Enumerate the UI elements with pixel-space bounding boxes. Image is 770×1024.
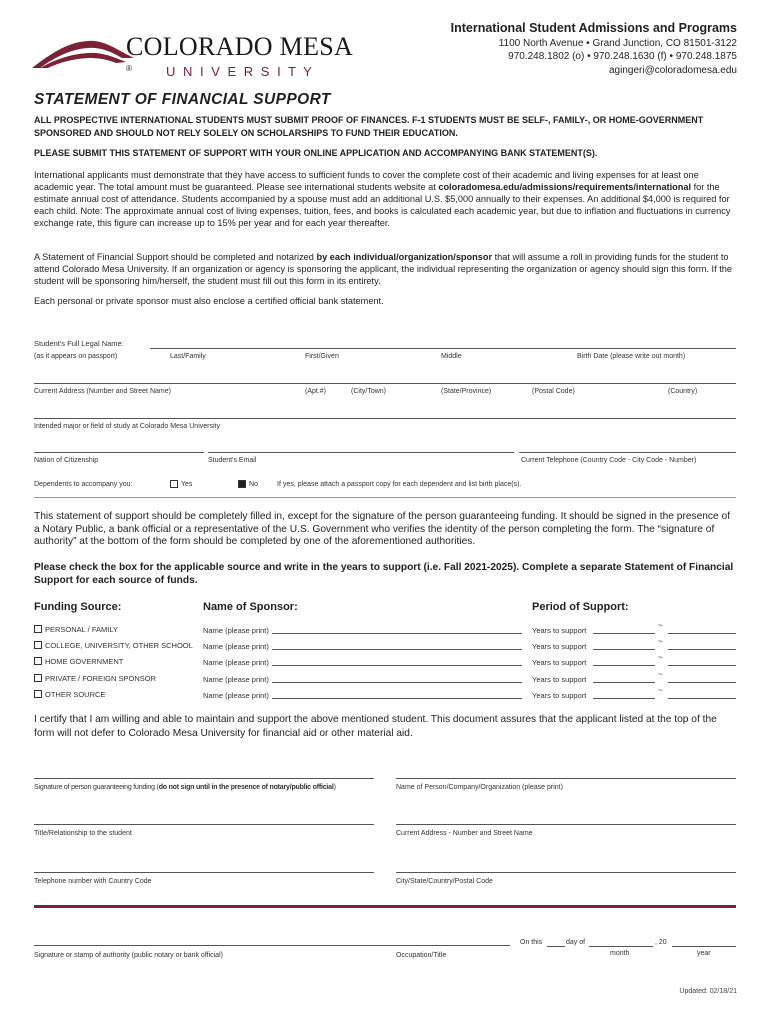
sponsor-name-header: Name of Sponsor: xyxy=(203,601,298,613)
years-hint: Years to support xyxy=(532,691,587,700)
occupation-label: Occupation/Title xyxy=(396,952,447,959)
source-checkbox-home-government[interactable] xyxy=(34,657,42,665)
nation-label: Nation of Citizenship xyxy=(34,457,99,464)
years-hint: Years to support xyxy=(532,675,587,684)
source-checkbox-college[interactable] xyxy=(34,641,42,649)
month-label: month xyxy=(610,950,630,957)
authority-signature-label: Signature or stamp of authority (public notary or bank official) xyxy=(34,952,223,959)
year-label: year xyxy=(697,950,711,957)
years-separator: ~ xyxy=(658,670,663,679)
years-from-line[interactable] xyxy=(593,633,655,634)
sponsor-name-hint: Name (please print) xyxy=(203,658,269,667)
student-name-label: Student's Full Legal Name: xyxy=(34,339,124,348)
title-relationship-line[interactable] xyxy=(34,824,374,825)
years-hint: Years to support xyxy=(532,626,587,635)
dependents-yes-checkbox[interactable] xyxy=(170,480,178,488)
sponsor-name-line[interactable] xyxy=(272,649,522,650)
years-separator: ~ xyxy=(658,637,663,646)
logo-registered-mark: ® xyxy=(126,64,132,73)
source-checkbox-other[interactable] xyxy=(34,690,42,698)
page-title: STATEMENT OF FINANCIAL SUPPORT xyxy=(34,91,331,108)
sponsor-name-hint: Name (please print) xyxy=(203,675,269,684)
country-label: (Country) xyxy=(668,388,698,395)
years-separator: ~ xyxy=(658,686,663,695)
paragraph-check-box-instructions: Please check the box for the applicable source and write in the years to support (i.e. Fall 2021-2025). Complete a separate Statement of Financial Support for each source of funds. xyxy=(34,562,734,586)
year-line[interactable] xyxy=(672,946,736,947)
source-label-personal: PERSONAL / FAMILY xyxy=(45,625,118,634)
years-from-line[interactable] xyxy=(593,682,655,683)
source-label-college: COLLEGE, UNIVERSITY, OTHER SCHOOL xyxy=(45,641,193,650)
telephone-label: Current Telephone (Country Code - City Code - Number) xyxy=(521,457,697,464)
paragraph-cost-requirements: International applicants must demonstrate that they have access to sufficient funds to cover the complete cost of their academic and living expenses for at least one academic year. The total amount must be guaranteed. Please see international students website at coloradomesa.edu/admissions/requirements/international for the estimate annual cost of attendance. Students accompanied by a spouse must add an additional U.S. $5,000 annually to their expenses. An additional $4,000 is required for each child. Note: The approximate annual cost of living expenses, tuition, fees, and books is calculated each academic year, but due to inflation and fluctuations in currency exchange rate, this figure can increase up to 15% per year and for each year thereafter. xyxy=(34,170,731,228)
address-line[interactable] xyxy=(34,383,736,384)
source-label-home-government: HOME GOVERNMENT xyxy=(45,657,124,666)
years-to-line[interactable] xyxy=(668,698,736,699)
city-label: (City/Town) xyxy=(351,388,387,395)
month-line[interactable] xyxy=(589,946,653,947)
source-checkbox-personal[interactable] xyxy=(34,625,42,633)
divider xyxy=(34,497,736,498)
updated-date: Updated: 02/18/21 xyxy=(679,988,737,995)
sponsor-telephone-label: Telephone number with Country Code xyxy=(34,878,152,885)
last-name-label: Last/Family xyxy=(170,353,206,360)
sponsor-name-line[interactable] xyxy=(272,633,522,634)
major-line[interactable] xyxy=(34,418,736,419)
birth-date-label: Birth Date (please write out month) xyxy=(577,353,686,360)
dependents-label: Dependents to accompany you: xyxy=(34,481,133,488)
years-to-line[interactable] xyxy=(668,665,736,666)
paragraph-bank-statement: Each personal or private sponsor must also enclose a certified official bank statement. xyxy=(34,296,384,306)
years-to-line[interactable] xyxy=(668,682,736,683)
international-requirements-link[interactable]: coloradomesa.edu/admissions/requirements/international xyxy=(438,181,692,192)
first-name-label: First/Given xyxy=(305,353,339,360)
years-separator: ~ xyxy=(658,621,663,630)
middle-name-label: Middle xyxy=(441,353,462,360)
on-this-label: On this xyxy=(520,939,543,946)
logo-name: COLORADO MESA xyxy=(126,32,354,61)
dependents-yes-label: Yes xyxy=(181,481,193,488)
passport-note: If yes, please attach a passport copy for each dependent and list birth place(s). xyxy=(277,481,522,488)
years-from-line[interactable] xyxy=(593,665,655,666)
paragraph-notary-instructions: This statement of support should be completely filled in, except for the signature of the person guaranteeing funding. It should be signed in the presence of a Notary Public, a bank official or a representative of the U.S. Government who verifies the identity of the person completing the form. The “signature of authority” at the bottom of the form should be completed by one of the aforementioned authorities. xyxy=(34,511,731,548)
years-from-line[interactable] xyxy=(593,698,655,699)
comma-twenty-label: , 20 xyxy=(655,939,667,946)
current-address-line[interactable] xyxy=(396,824,736,825)
sponsor-telephone-line[interactable] xyxy=(34,872,374,873)
university-logo xyxy=(30,28,380,82)
student-name-line[interactable] xyxy=(150,348,736,349)
years-hint: Years to support xyxy=(532,658,587,667)
source-checkbox-private-sponsor[interactable] xyxy=(34,674,42,682)
day-line[interactable] xyxy=(547,946,565,947)
city-state-line[interactable] xyxy=(396,872,736,873)
paragraph-notarized: A Statement of Financial Support should be completed and notarized by each individual/organization/sponsor that will assume a roll in providing funds for the student to attend Colorado Mesa University. If an organization or agency is sponsoring the applicant, the individual representing the organization or agency should sign this form. If the student will be sponsoring him/herself, the student must fill out this form in its entirety. xyxy=(34,252,732,286)
major-label: Intended major or field of study at Colorado Mesa University xyxy=(34,423,220,430)
mesa-logo-icon xyxy=(30,32,134,72)
notice-proof-of-finances: ALL PROSPECTIVE INTERNATIONAL STUDENTS MUST SUBMIT PROOF OF FINANCES. F-1 STUDENTS MUST BE SELF-, FAMILY-, OR HOME-GOVERNMENT SPONSORED AND SHOULD NOT RELY SOLELY ON SCHOLARSHIPS TO FUND THEIR EDUCATION. xyxy=(34,115,704,138)
sponsor-org-name-line[interactable] xyxy=(396,778,736,779)
student-email-label: Student's Email xyxy=(208,457,257,464)
sponsor-name-hint: Name (please print) xyxy=(203,691,269,700)
sponsor-name-hint: Name (please print) xyxy=(203,642,269,651)
office-address: 1100 North Avenue • Grand Junction, CO 81501-3122 xyxy=(498,38,737,49)
office-phones: 970.248.1802 (o) • 970.248.1630 (f) • 970.248.1875 xyxy=(508,51,737,62)
day-of-label: day of xyxy=(566,939,586,946)
sponsor-name-line[interactable] xyxy=(272,665,522,666)
sponsor-signature-line[interactable] xyxy=(34,778,374,779)
years-to-line[interactable] xyxy=(668,649,736,650)
logo-university: U N I V E R S I T Y xyxy=(166,64,314,79)
sponsor-org-name-label: Name of Person/Company/Organization (please print) xyxy=(396,784,563,791)
state-label: (State/Province) xyxy=(441,388,492,395)
current-address-label: Current Address - Number and Street Name xyxy=(396,830,533,837)
source-label-private-sponsor: PRIVATE / FOREIGN SPONSOR xyxy=(45,674,156,683)
title-relationship-label: Title/Relationship to the student xyxy=(34,830,132,837)
sponsor-signature-label: Signature of person guaranteeing funding (do not sign until in the presence of notary/public official) xyxy=(34,784,336,791)
source-label-other: OTHER SOURCE xyxy=(45,690,106,699)
period-header: Period of Support: xyxy=(532,601,629,613)
dependents-no-checkbox[interactable] xyxy=(238,480,246,488)
sponsor-name-hint: Name (please print) xyxy=(203,626,269,635)
postal-label: (Postal Code) xyxy=(532,388,575,395)
nation-line[interactable] xyxy=(34,452,204,453)
phone-line[interactable] xyxy=(519,452,736,453)
years-to-line[interactable] xyxy=(668,633,736,634)
email-line[interactable] xyxy=(208,452,514,453)
city-state-label: City/State/Country/Postal Code xyxy=(396,878,493,885)
address-label: Current Address (Number and Street Name) xyxy=(34,388,171,395)
office-name: International Student Admissions and Programs xyxy=(450,21,737,35)
sponsor-name-line[interactable] xyxy=(272,682,522,683)
notice-submit: PLEASE SUBMIT THIS STATEMENT OF SUPPORT WITH YOUR ONLINE APPLICATION AND ACCOMPANYING BANK STATEMENT(S). xyxy=(34,148,598,158)
section-divider-bar xyxy=(34,905,736,908)
years-separator: ~ xyxy=(658,653,663,662)
office-email[interactable]: agingeri@coloradomesa.edu xyxy=(608,65,737,76)
years-from-line[interactable] xyxy=(593,649,655,650)
certification-statement: I certify that I am willing and able to maintain and support the above mentioned student. This document assures that the applicant listed at the top of the form will not defer to Colorado Mesa University for financial aid or other material aid. xyxy=(34,714,717,739)
authority-signature-line[interactable] xyxy=(34,945,510,946)
apt-label: (Apt.#) xyxy=(305,388,327,395)
funding-source-header: Funding Source: xyxy=(34,601,122,613)
years-hint: Years to support xyxy=(532,642,587,651)
dependents-no-label: No xyxy=(249,481,258,488)
as-appears-label: (as it appears on passport) xyxy=(34,353,118,360)
sponsor-name-line[interactable] xyxy=(272,698,522,699)
